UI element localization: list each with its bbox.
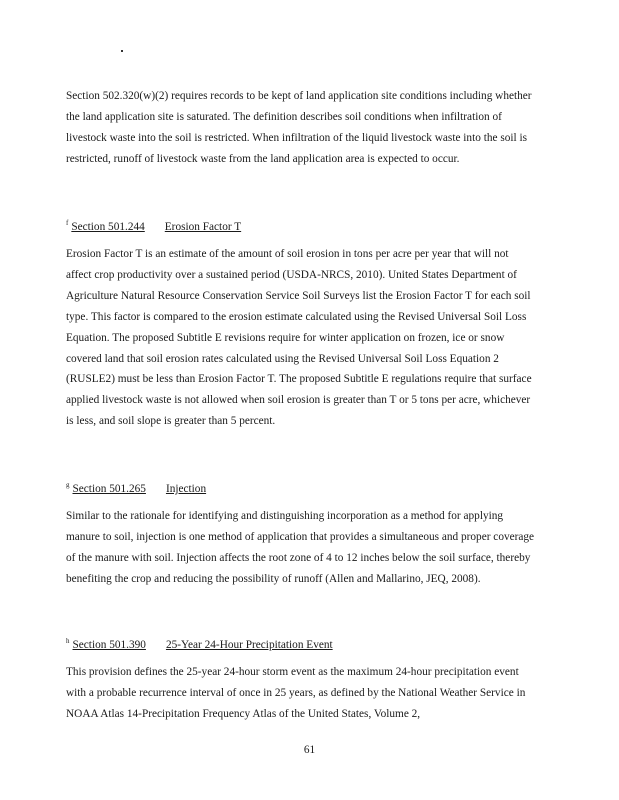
scan-speck (121, 50, 123, 52)
section-number: Section 501.390 (72, 638, 146, 651)
footnote-marker: g (66, 481, 70, 489)
section-number: Section 501.265 (72, 482, 146, 495)
paragraph-land-application-conditions: Section 502.320(w)(2) requires records to be kept of land application site conditions including whether the land application site is saturated. The definition describes soil conditions when infiltration of livestock waste into the soil is restricted. When infiltration of the liquid livestock waste into the soil is restricted, runoff of livestock waste from the land application area is expected to occur. (66, 90, 532, 165)
page-number: 61 (303, 744, 316, 756)
paragraph-25-year-storm: This provision defines the 25-year 24-hour storm event as the maximum 24-hour precipitation event with a probable recurrence interval of once in 25 years, as defined by the National Weather Service in NOAA Atlas 14-Precipitation Frequency Atlas of the United States, Volume 2, (66, 666, 526, 720)
heading-25-year-storm (66, 634, 333, 652)
footnote-marker: f (66, 219, 69, 227)
paragraph-erosion-factor-t: Erosion Factor T is an estimate of the amount of soil erosion in tons per acre per year that will not affect crop productivity over a sustained period (USDA-NRCS, 2010). United States Department of Agriculture Natural Resource Conservation Service Soil Surveys list the Erosion Factor T for each soil type. This factor is compared to the erosion estimate calculated using the Revised Universal Soil Loss Equation. The proposed Subtitle E revisions require for winter application on frozen, ice or snow covered land that soil erosion rates calculated using the Revised Universal Soil Loss Equation 2 (RUSLE2) must be less than Erosion Factor T. The proposed Subtitle E regulations require that surface applied livestock waste is not allowed when soil erosion is greater than T or 5 tons per acre, whichever is less, and soil slope is greater than 5 percent. (66, 248, 532, 428)
footnote-marker: h (66, 637, 70, 645)
section-number: Section 501.244 (71, 220, 145, 233)
section-title: 25-Year 24-Hour Precipitation Event (165, 638, 333, 651)
section-title: Erosion Factor T (164, 220, 242, 233)
section-title: Injection (165, 482, 207, 495)
heading-erosion-factor-t (66, 216, 241, 234)
heading-injection (66, 478, 206, 496)
paragraph-injection: Similar to the rationale for identifying and distinguishing incorporation as a method for applying manure to soil, injection is one method of application that provides a simultaneous and proper coverage of the manure with soil. Injection affects the root zone of 4 to 12 inches below the soil surface, thereby benefiting the crop and reducing the possibility of runoff (Allen and Mallarino, JEQ, 2008). (66, 510, 535, 585)
